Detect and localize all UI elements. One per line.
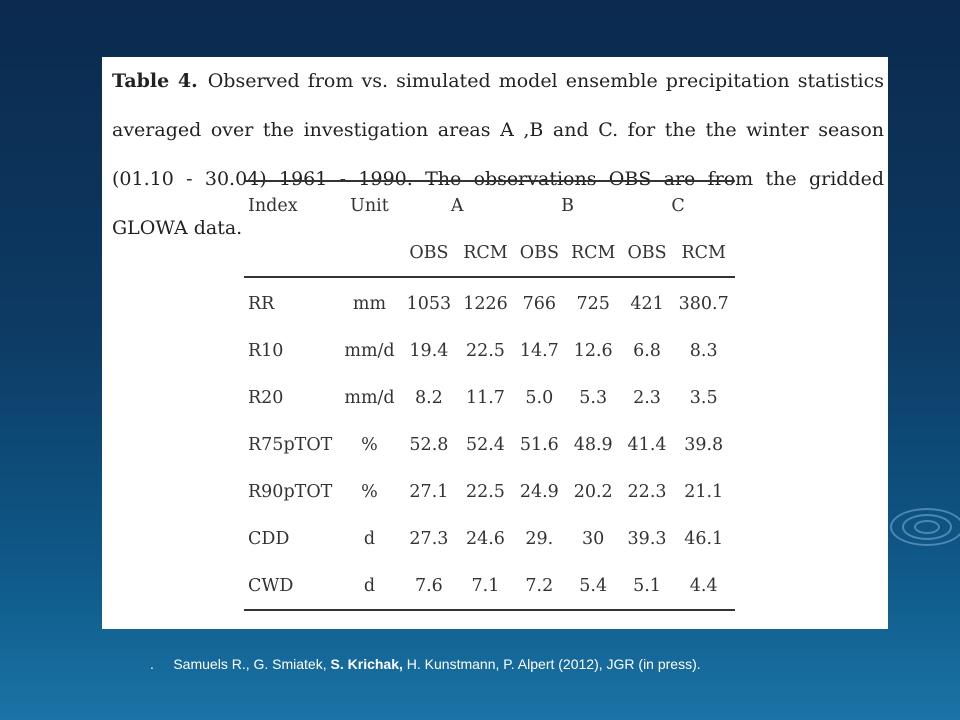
row-unit: mm/d [344,387,395,408]
row-value: 8.2 [414,387,443,408]
row-unit: % [361,434,378,455]
row-value: 11.7 [465,387,505,408]
header-group-a: A [450,195,464,216]
citation-prefix: Samuels R., G. Smiatek, [173,656,331,672]
row-value: 725 [576,293,610,314]
table-panel [102,57,888,629]
row-value: 5.0 [525,387,554,408]
header-unit: Unit [350,195,389,216]
subheader-cell: RCM [565,229,622,277]
row-value: 1226 [463,293,508,314]
subheader-cell: RCM [457,229,514,277]
table-row [244,277,735,327]
subheader-row [244,229,735,277]
row-value: 24.6 [465,528,505,549]
row-value: 4.4 [689,575,718,596]
row-value: 39.3 [627,528,667,549]
row-value: 3.5 [689,387,718,408]
row-value: 52.4 [465,434,505,455]
row-value: 27.1 [409,481,449,502]
row-unit: d [363,528,376,549]
row-index: CWD [248,575,294,596]
table-body [244,277,735,610]
row-value: 5.3 [579,387,608,408]
row-unit: % [361,481,378,502]
row-value: 14.7 [519,340,559,361]
row-value: 22.5 [465,481,505,502]
row-value: 39.8 [684,434,724,455]
row-value: 380.7 [678,293,729,314]
citation-bold-author: S. Krichak, [330,656,403,672]
table-row [244,562,735,610]
row-unit: mm/d [344,340,395,361]
subheader-cell: OBS [514,229,565,277]
row-value: 6.8 [633,340,661,361]
precipitation-table [244,180,735,611]
row-value: 7.6 [414,575,443,596]
row-value: 20.2 [573,481,613,502]
row-value: 421 [630,293,664,314]
table-row [244,515,735,562]
caption-text: Observed from vs. simulated model ensemble precipitation statistics averaged over the investigation areas A ,B and C. for the the winter season (01.10 - 30.04) 1961 - 1990. The observations OBS are from the gridded GLOWA data. [112,70,884,239]
row-index: R20 [248,387,284,408]
row-value: 51.6 [519,434,559,455]
row-value: 52.8 [409,434,449,455]
row-value: 46.1 [684,528,724,549]
subheader-cell: RCM [673,229,735,277]
row-value: 24.9 [519,481,559,502]
row-value: 29. [525,528,554,549]
row-unit: d [363,575,376,596]
citation-suffix: H. Kunstmann, P. Alpert (2012), JGR (in press). [402,656,701,672]
subheader-cell: OBS [621,229,672,277]
table-row [244,374,735,421]
row-value: 19.4 [409,340,449,361]
row-value: 5.1 [633,575,661,596]
citation [150,656,701,672]
table-row [244,327,735,374]
row-value: 1053 [406,293,452,314]
row-value: 7.1 [471,575,500,596]
row-value: 7.2 [525,575,554,596]
row-unit: mm [352,293,387,314]
citation-bullet: . [150,656,154,672]
row-value: 5.4 [579,575,608,596]
subheader-cell: OBS [401,229,458,277]
header-row [244,181,735,229]
row-value: 21.1 [684,481,724,502]
header-group-c: C [671,195,685,216]
row-value: 8.3 [689,340,718,361]
caption-label: Table 4. [112,70,198,92]
row-value: 22.3 [627,481,667,502]
row-index: R75pTOT [248,434,333,455]
table-row [244,421,735,468]
row-value: 2.3 [633,387,661,408]
row-index: CDD [248,528,290,549]
row-value: 22.5 [465,340,505,361]
table-row [244,468,735,515]
row-index: R10 [248,340,284,361]
row-index: RR [248,293,275,314]
row-value: 41.4 [627,434,667,455]
row-value: 48.9 [573,434,613,455]
header-index: Index [248,195,298,216]
row-value: 30 [582,528,605,549]
row-value: 766 [522,293,557,314]
header-group-b: B [561,195,575,216]
row-index: R90pTOT [248,481,333,502]
row-value: 27.3 [409,528,449,549]
row-value: 12.6 [573,340,613,361]
